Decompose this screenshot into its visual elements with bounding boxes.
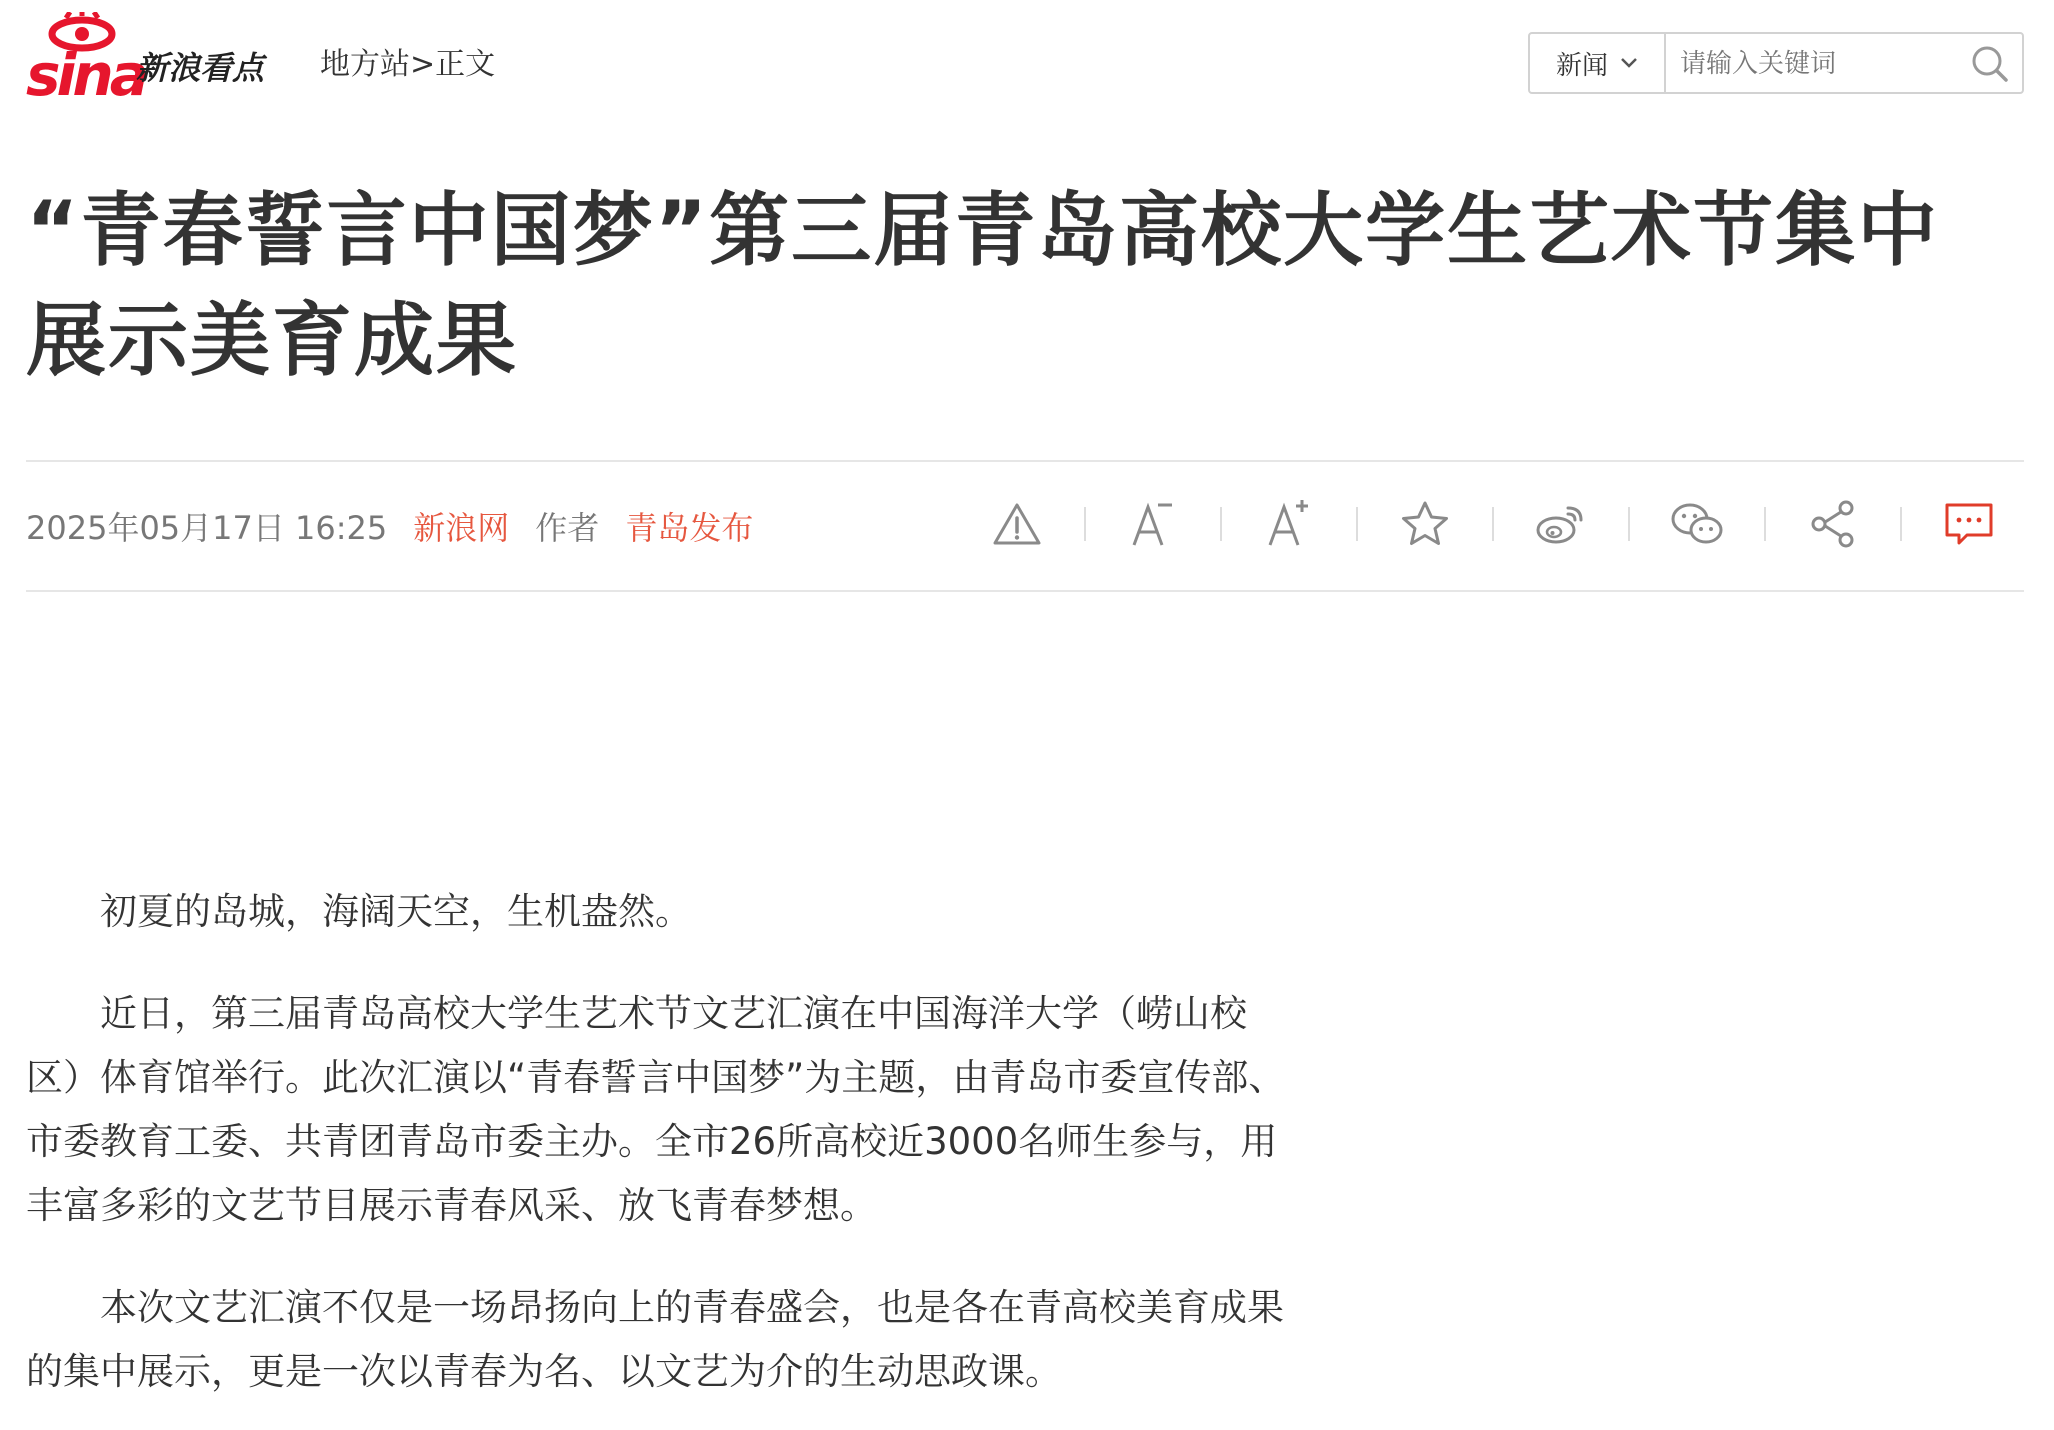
font-smaller-icon — [1128, 499, 1178, 549]
weibo-icon — [1535, 502, 1587, 546]
article-paragraph: 本次文艺汇演不仅是一场昂扬向上的青春盛会，也是各在青高校美育成果的集中展示，更是一次以青春为名、以文艺为介的生动思政课。 — [26, 1286, 1284, 1393]
breadcrumb-local[interactable]: 地方站 — [320, 47, 410, 82]
divider-top — [26, 460, 2024, 462]
wechat-share-button[interactable] — [1630, 494, 1764, 554]
article-title: “青春誓言中国梦”第三届青岛高校大学生艺术节集中展示美育成果 — [26, 184, 1940, 387]
search-category-dropdown[interactable] — [1530, 34, 1666, 92]
source-link[interactable]: 新浪网 — [413, 509, 510, 547]
font-smaller-button[interactable] — [1086, 494, 1220, 554]
favorite-star-icon — [1400, 500, 1450, 548]
breadcrumb-separator: > — [410, 47, 436, 82]
publish-date: 2025年05月17日 16:25 — [26, 509, 388, 547]
report-button[interactable] — [950, 494, 1084, 554]
article-paragraph: 近日，第三届青岛高校大学生艺术节文艺汇演在中国海洋大学（崂山校区）体育馆举行。此次汇演以“青春誓言中国梦”为主题，由青岛市委宣传部、市委教育工委、共青团青岛市委主办。全市26所高校近3000名师生参与，用丰富多彩的文艺节目展示青春风采、放飞青春梦想。 — [26, 992, 1286, 1227]
font-larger-icon — [1264, 499, 1314, 549]
search-icon[interactable] — [1970, 44, 2010, 84]
search-category-label: 新闻 — [1555, 50, 1608, 81]
chevron-down-icon — [1620, 57, 1638, 69]
search-input[interactable] — [1678, 42, 1952, 86]
breadcrumb-current: 正文 — [435, 47, 496, 82]
search-box — [1528, 32, 2024, 94]
logo-wordmark: sina — [26, 41, 145, 109]
share-icon — [1808, 499, 1858, 549]
report-icon — [992, 501, 1042, 547]
weibo-share-button[interactable] — [1494, 494, 1628, 554]
share-button[interactable] — [1766, 494, 1900, 554]
logo-subtitle: 新浪看点 — [136, 49, 265, 87]
article-body — [26, 880, 1286, 1430]
favorite-button[interactable] — [1358, 494, 1492, 554]
comment-icon — [1943, 501, 1995, 547]
comment-button[interactable] — [1902, 494, 2036, 554]
wechat-icon — [1670, 501, 1724, 547]
article-toolbar — [950, 494, 2036, 554]
article-meta — [26, 508, 753, 548]
article-paragraph: 初夏的岛城，海阔天空，生机盎然。 — [100, 890, 692, 933]
breadcrumb — [320, 47, 496, 82]
font-larger-button[interactable] — [1222, 494, 1356, 554]
author-label: 作者 — [535, 509, 600, 547]
author-link[interactable]: 青岛发布 — [625, 509, 754, 547]
divider-bottom — [26, 590, 2024, 592]
